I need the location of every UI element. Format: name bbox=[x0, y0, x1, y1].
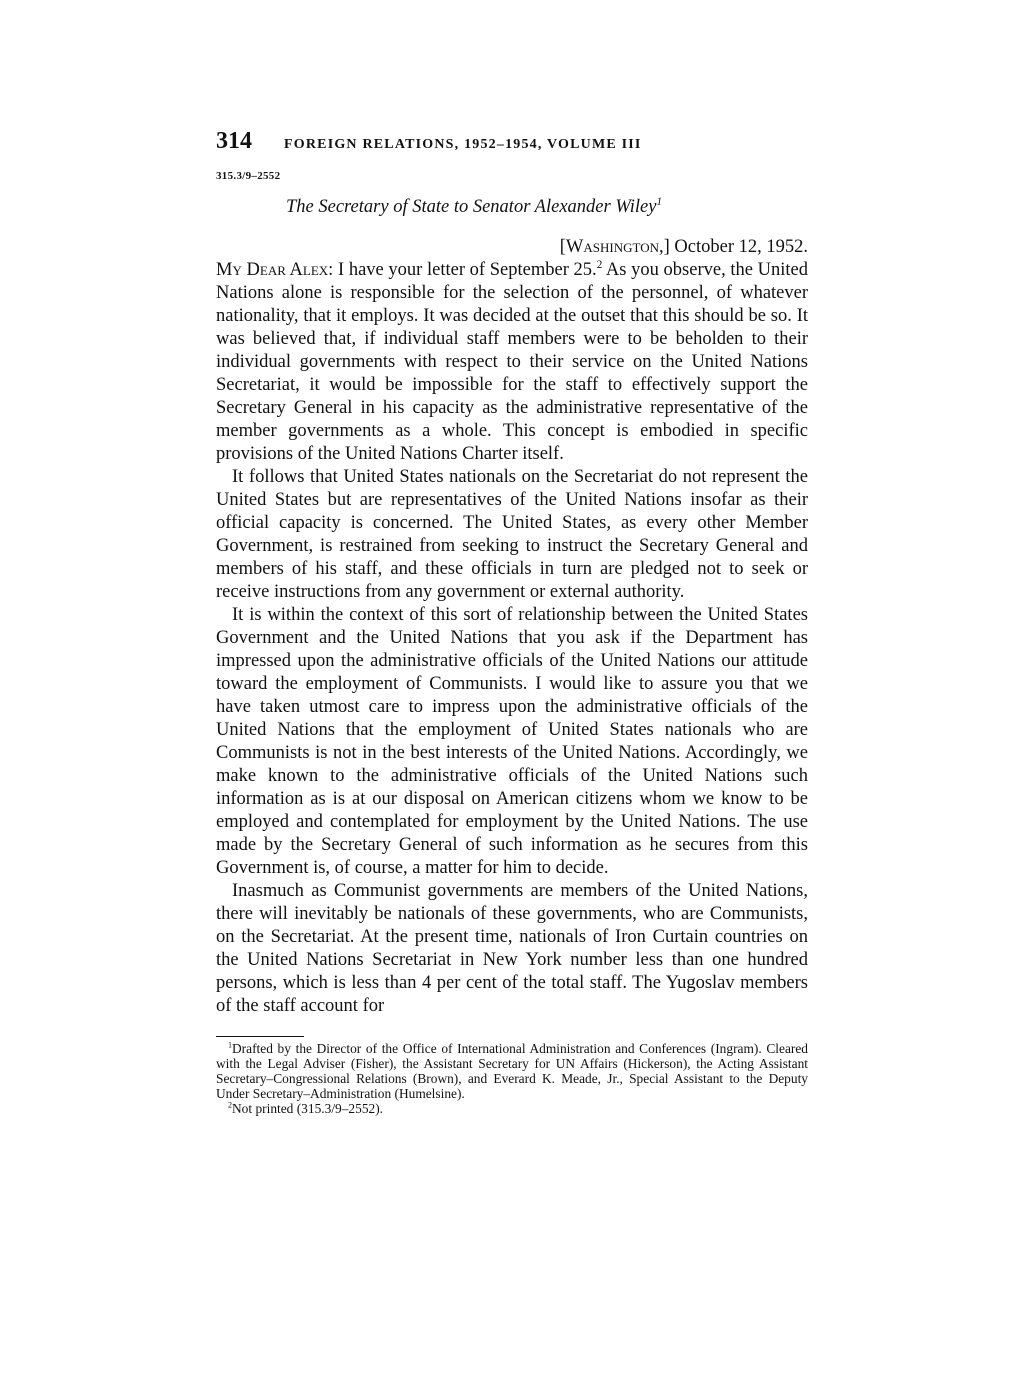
footnote-2-text: Not printed (315.3/9–2552). bbox=[232, 1101, 384, 1116]
footnotes bbox=[216, 1041, 808, 1116]
paragraph-1-text-a: I have your letter of September 25. bbox=[337, 260, 597, 280]
footnote-1-marker: 1 bbox=[228, 1040, 233, 1050]
footnote-1-text: Drafted by the Director of the Office of International Administration and Conferences (Ingram). Cleared with the Legal Adviser (Fisher), the Assistant Secretary for UN Affairs (Hickerson), the Acting Assistant Secretary–Congressional Relations (Brown), and Everard K. Meade, Jr., Special Assistant to the Deputy Under Secretary–Administration (Humelsine). bbox=[216, 1041, 808, 1101]
paragraph-4: Inasmuch as Communist governments are members of the United Nations, there will inevitably be nationals of these governments, who are Communists, on the Secretariat. At the present time, nationals of Iron Curtain countries on the United Nations Secretariat in New York number less than one hundred persons, which is less than 4 per cent of the total staff. The Yugoslav members of the staff account for bbox=[216, 881, 808, 1016]
footnote-2-marker: 2 bbox=[228, 1100, 233, 1110]
footnote-1 bbox=[216, 1041, 808, 1101]
file-number: 315.3/9–2552 bbox=[216, 170, 281, 182]
dateline: [Washington,] October 12, 1952. bbox=[559, 237, 808, 257]
dateline-place: Washington, bbox=[565, 237, 664, 257]
dateline-date: October 12, 1952. bbox=[674, 237, 808, 257]
footnote-ref-2: 2 bbox=[596, 258, 603, 271]
page-number: 314 bbox=[216, 128, 252, 154]
paragraph-3: It is within the context of this sort of relationship between the United States Government and the United Nations that you ask if the Department has impressed upon the administrative officials of the United Nations our attitude toward the employment of Communists. I would like to assure you that we have taken utmost care to impress upon the administrative officials of the United Nations that the employment of United States nationals who are Communists is not in the best interests of the United Nations. Accordingly, we make known to the administrative officials of the United Nations such information as is at our disposal on American citizens whom we know to be employed and contemplated for employment by the United Nations. The use made by the Secretary General of such information as he secures from this Government is, of course, a matter for him to decide. bbox=[216, 605, 808, 878]
document-title-text: The Secretary of State to Senator Alexander Wiley bbox=[286, 197, 657, 217]
journal-title: FOREIGN RELATIONS, 1952–1954, VOLUME III bbox=[284, 137, 642, 152]
document-page bbox=[216, 128, 808, 1116]
paragraph-1-text-b: As you observe, the United Nations alone is responsible for the selection of the personnel, of whatever nationality, that it employs. It was decided at the outset that this should be so. It was believed that, if individual staff members were to be beholden to their individual governments with respect to their service on the United Nations Secretariat, it would be impossible for the staff to effectively support the Secretary General in his capacity as the administrative representative of the member governments as a whole. This concept is embodied in specific provisions of the United Nations Charter itself. bbox=[216, 260, 809, 464]
footnote-divider bbox=[216, 1036, 304, 1037]
document-title bbox=[216, 188, 808, 226]
footnote-ref-1: 1 bbox=[656, 195, 662, 208]
salutation: My Dear Alex: bbox=[216, 260, 334, 280]
paragraph-1 bbox=[216, 259, 808, 466]
paragraph-2: It follows that United States nationals on the Secretariat do not represent the United States but are representatives of the United Nations insofar as their official capacity is concerned. The United States, as every other Member Government, is restrained from seeking to instruct the Secretary General and members of his staff, and these officials in turn are pledged not to seek or receive instructions from any government or external authority. bbox=[216, 467, 808, 602]
letter-body bbox=[216, 259, 808, 1018]
footnote-2 bbox=[216, 1101, 808, 1116]
running-header bbox=[216, 128, 808, 162]
